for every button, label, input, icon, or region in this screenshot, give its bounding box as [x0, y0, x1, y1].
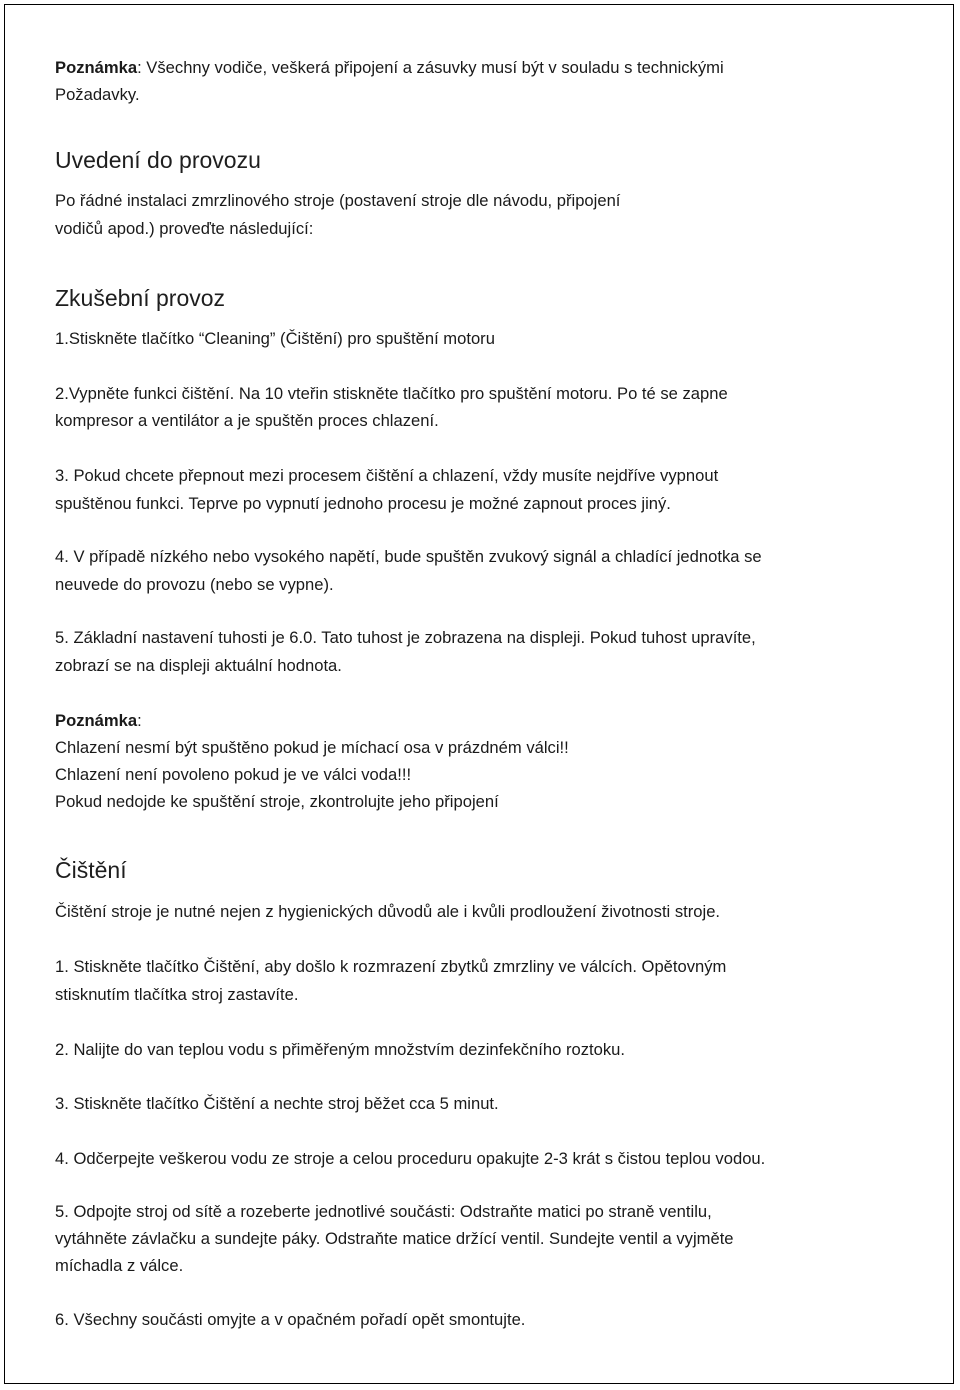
note-text: : Všechny vodiče, veškerá připojení a zásuvky musí být v souladu s technickými [137, 58, 724, 77]
uvedeni-line-2: vodičů apod.) proveďte následující: [55, 219, 314, 238]
heading-uvedeni: Uvedení do provozu [55, 147, 261, 173]
cisteni-step-2: 2. Nalijte do van teplou vodu s přiměřeným množstvím dezinfekčního roztoku. [55, 1040, 625, 1059]
zkusebni-step-4-line-1: 4. V případě nízkého nebo vysokého napětí, bude spuštěn zvukový signál a chladící jednotka se [55, 547, 762, 566]
cisteni-step-5-line-1: 5. Odpojte stroj od sítě a rozeberte jednotlivé součásti: Odstraňte matici po straně ventilu, [55, 1202, 712, 1221]
cisteni-step-1-line-1: 1. Stiskněte tlačítko Čištění, aby došlo k rozmrazení zbytků zmrzliny ve válcích. Opětovným [55, 957, 727, 976]
note2-line-2: Chlazení není povoleno pokud je ve válci voda!!! [55, 765, 412, 784]
zkusebni-step-1: 1.Stiskněte tlačítko “Cleaning” (Čištění) pro spuštění motoru [55, 329, 495, 348]
note2-heading [55, 707, 142, 735]
note2-line-1: Chlazení nesmí být spuštěno pokud je míchací osa v prázdném válci!! [55, 738, 569, 757]
zkusebni-step-3-line-1: 3. Pokud chcete přepnout mezi procesem čištění a chlazení, vždy musíte nejdříve vypnout [55, 466, 719, 485]
zkusebni-step-2-line-2: kompresor a ventilátor a je spuštěn proces chlazení. [55, 411, 439, 430]
zkusebni-step-5-line-2: zobrazí se na displeji aktuální hodnota. [55, 656, 342, 675]
zkusebni-step-3-line-2: spuštěnou funkci. Teprve po vypnutí jednoho procesu je možné zapnout proces jiný. [55, 494, 671, 513]
cisteni-step-5-line-3: míchadla z válce. [55, 1256, 184, 1275]
zkusebni-step-4-line-2: neuvede do provozu (nebo se vypne). [55, 575, 334, 594]
note-label: Poznámka [55, 58, 138, 77]
cisteni-step-4: 4. Odčerpejte veškerou vodu ze stroje a celou proceduru opakujte 2-3 krát s čistou teplou vodou. [55, 1149, 766, 1168]
zkusebni-step-5-line-1: 5. Základní nastavení tuhosti je 6.0. Tato tuhost je zobrazena na displeji. Pokud tuhost upravíte, [55, 628, 756, 647]
note2-label: Poznámka [55, 711, 138, 730]
cisteni-step-1-line-2: stisknutím tlačítka stroj zastavíte. [55, 985, 299, 1004]
cisteni-intro: Čištění stroje je nutné nejen z hygienických důvodů ale i kvůli prodloužení životnosti stroje. [55, 902, 721, 921]
note2-colon: : [137, 711, 142, 730]
heading-cisteni: Čištění [55, 857, 127, 883]
uvedeni-line-1: Po řádné instalaci zmrzlinového stroje (postavení stroje dle návodu, připojení [55, 191, 621, 210]
zkusebni-step-2-line-1: 2.Vypněte funkci čištění. Na 10 vteřin stiskněte tlačítko pro spuštění motoru. Po té se zapne [55, 384, 728, 403]
cisteni-step-3: 3. Stiskněte tlačítko Čištění a nechte stroj běžet cca 5 minut. [55, 1094, 499, 1113]
note2-line-3: Pokud nedojde ke spuštění stroje, zkontrolujte jeho připojení [55, 792, 499, 811]
cisteni-step-5-line-2: vytáhněte závlačku a sundejte páky. Odstraňte matice držící ventil. Sundejte ventil a vyjměte [55, 1229, 734, 1248]
cisteni-step-6: 6. Všechny součásti omyjte a v opačném pořadí opět smontujte. [55, 1310, 526, 1329]
heading-zkusebni: Zkušební provoz [55, 285, 226, 311]
note-line-2: Požadavky. [55, 85, 140, 104]
note-line-1 [55, 54, 724, 82]
